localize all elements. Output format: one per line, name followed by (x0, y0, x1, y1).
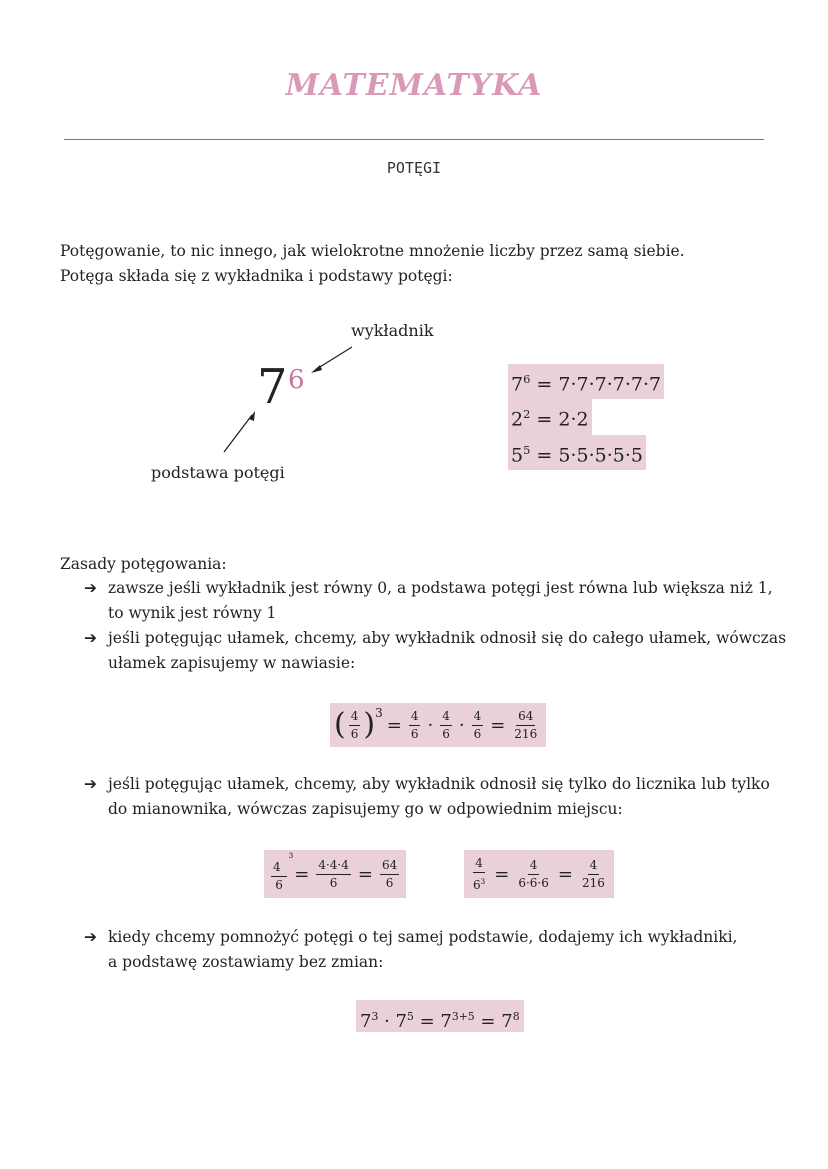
exponent-arrowhead (311, 365, 322, 373)
examples-list (508, 364, 664, 470)
power-diagram (140, 315, 460, 495)
example-base: 7 (511, 373, 524, 396)
base-digit: 7 (257, 359, 288, 415)
rule-4 (84, 925, 737, 975)
formula-fraction-power: ( $\frac{4}{6}$ ) 3 = $\frac{4}{6}$ · $\frac{4}{6}$ · $\frac{4}{6}$ = $\frac{64}{216}$ (330, 703, 546, 747)
intro-line-2: Potęga składa się z wykładnika i podstawy potęgi: (60, 267, 453, 285)
rule-2 (84, 626, 786, 676)
example-line (508, 399, 592, 434)
divider (64, 139, 764, 140)
rules-heading: Zasady potęgowania: (60, 555, 227, 573)
base-arrow (224, 415, 252, 452)
exponent-label: wykładnik (351, 321, 434, 340)
rule-1 (84, 576, 773, 626)
example-exp: 6 (523, 372, 531, 386)
arrow-icon: ➔ (84, 928, 97, 946)
example-rhs: = 7·7·7·7·7·7 (536, 373, 662, 396)
example-exp: 5 (523, 442, 531, 457)
example-rhs: = 5·5·5·5·5 (536, 443, 643, 466)
rule-text: kiedy chcemy pomnożyć potęgi o tej samej podstawie, dodajemy ich wykładniki, (108, 928, 738, 946)
rule-text: jeśli potęgując ułamek, chcemy, aby wykładnik odnosił się do całego ułamek, wówczas (108, 629, 787, 647)
base-arrowhead (249, 411, 255, 421)
rule-3 (84, 772, 770, 822)
rule-text: zawsze jeśli wykładnik jest równy 0, a podstawa potęgi jest równa lub większa niż 1, (108, 579, 773, 597)
example-rhs: = 2·2 (536, 408, 589, 431)
example-exp: 2 (523, 407, 531, 422)
rule-text: jeśli potęgując ułamek, chcemy, aby wykładnik odnosił się tylko do licznika lub tylko (108, 775, 770, 793)
example-base: 5 (511, 443, 524, 466)
formula-power-product: $7^3 \cdot 7^5 = 7^{3+5} = 7^8$ (356, 1000, 524, 1032)
example-base: 2 (511, 408, 524, 431)
rule-text: to wynik jest równy 1 (108, 604, 277, 622)
rule-text: do mianownika, wówczas zapisujemy go w odpowiednim miejscu: (108, 800, 623, 818)
formula-denominator-power: $\frac{4}{6^3}$ = $\frac{4}{6\cdot 6\cdot 6}$ = $\frac{4}{216}$ (464, 850, 614, 898)
exponent-digit: 6 (288, 365, 305, 395)
formula-numerator-power: $\frac{4^3}{6}$ = $\frac{4\cdot 4\cdot 4}{6}$ = $\frac{64}{6}$ (264, 850, 406, 898)
arrow-icon: ➔ (84, 579, 97, 597)
intro-line-1: Potęgowanie, to nic innego, jak wielokrotne mnożenie liczby przez samą siebie. (60, 242, 685, 260)
page-subtitle: POTĘGI (386, 159, 442, 177)
arrow-icon: ➔ (84, 629, 97, 647)
page-title: MATEMATYKA (285, 68, 543, 103)
rule-text: ułamek zapisujemy w nawiasie: (108, 654, 356, 672)
base-label: podstawa potęgi (151, 463, 285, 482)
example-line (508, 364, 664, 399)
example-line (508, 435, 646, 470)
rule-text: a podstawę zostawiamy bez zmian: (108, 953, 384, 971)
arrow-icon: ➔ (84, 775, 97, 793)
